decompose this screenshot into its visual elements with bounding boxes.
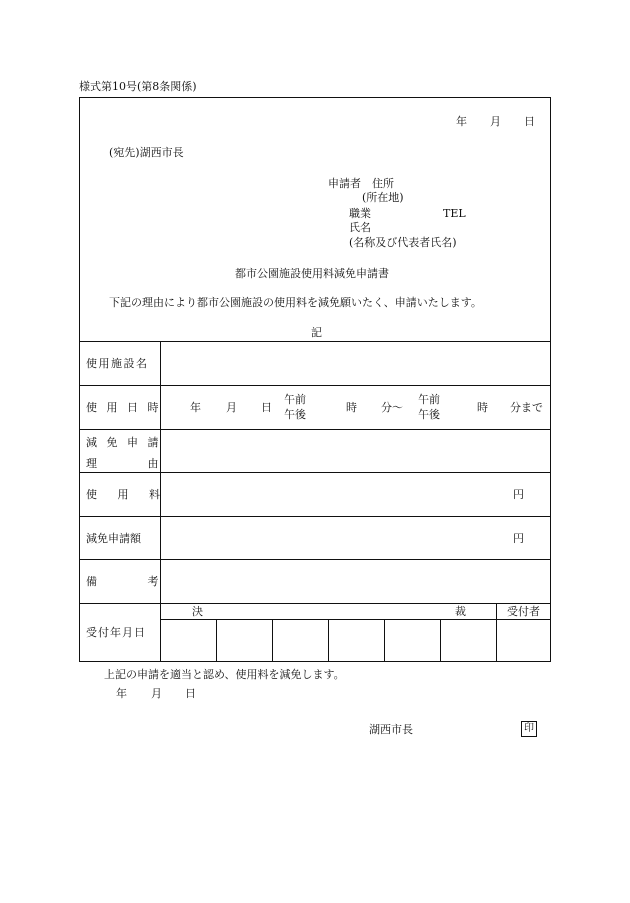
applicant-label: 申請者 bbox=[328, 177, 361, 190]
row-label-reason-2: 理 由 bbox=[86, 457, 159, 470]
applicant-name: 氏名 bbox=[349, 221, 371, 234]
usage-day: 日 bbox=[261, 401, 272, 414]
date-year: 年 bbox=[456, 115, 467, 128]
row-line-2 bbox=[79, 429, 551, 430]
applicant-tel: TEL bbox=[443, 207, 466, 220]
usage-hour-2: 時 bbox=[477, 401, 488, 414]
row-label-facility-name: 使用施設名 bbox=[86, 357, 149, 370]
seal-label: 印 bbox=[524, 723, 534, 734]
fee-unit: 円 bbox=[513, 488, 524, 501]
row-line-1 bbox=[79, 385, 551, 386]
date-month: 月 bbox=[490, 115, 501, 128]
row-label-reduction-amount: 減免申請額 bbox=[86, 532, 141, 545]
usage-pm-2: 午後 bbox=[418, 408, 440, 421]
usage-am-1: 午前 bbox=[284, 393, 306, 406]
date-day: 日 bbox=[524, 115, 535, 128]
footer-approval-text: 上記の申請を適当と認め、使用料を減免します。 bbox=[104, 668, 345, 681]
footer-year: 年 bbox=[116, 687, 127, 700]
approval-col-6 bbox=[496, 603, 497, 662]
usage-hour-1: 時 bbox=[346, 401, 357, 414]
approval-col-5 bbox=[440, 619, 441, 662]
approval-col-1 bbox=[216, 619, 217, 662]
approval-receiver: 受付者 bbox=[507, 605, 540, 618]
footer-day: 日 bbox=[185, 687, 196, 700]
applicant-address: 住所 bbox=[372, 177, 394, 190]
footer-mayor: 湖西市長 bbox=[369, 723, 413, 736]
usage-minute-1: 分〜 bbox=[381, 401, 403, 414]
reduction-unit: 円 bbox=[513, 532, 524, 545]
row-label-remarks: 備 考 bbox=[86, 575, 159, 588]
ki-label: 記 bbox=[311, 326, 322, 339]
usage-pm-1: 午後 bbox=[284, 408, 306, 421]
approval-col-4 bbox=[384, 619, 385, 662]
table-top-line bbox=[79, 341, 551, 342]
row-label-fee: 使 用 料 bbox=[86, 488, 160, 501]
approval-sai: 裁 bbox=[455, 605, 466, 618]
addressee: (宛先)湖西市長 bbox=[109, 146, 184, 159]
form-title: 都市公園施設使用料減免申請書 bbox=[235, 267, 389, 280]
usage-year: 年 bbox=[190, 401, 201, 414]
usage-am-2: 午前 bbox=[418, 393, 440, 406]
seal-stamp bbox=[521, 721, 537, 737]
usage-minute-2: 分まで bbox=[510, 401, 543, 414]
row-line-5 bbox=[79, 559, 551, 560]
label-col-line bbox=[160, 341, 161, 662]
intro-text: 下記の理由により都市公園施設の使用料を減免願いたく、申請いたします。 bbox=[109, 296, 482, 309]
footer-month: 月 bbox=[151, 687, 162, 700]
usage-month: 月 bbox=[226, 401, 237, 414]
row-label-usage-datetime: 使 用 日 時 bbox=[86, 401, 162, 414]
row-line-4 bbox=[79, 516, 551, 517]
applicant-rep-name: (名称及び代表者氏名) bbox=[349, 236, 457, 249]
applicant-location: (所在地) bbox=[362, 191, 404, 204]
form-number: 様式第10号(第8条関係) bbox=[79, 80, 197, 93]
approval-col-2 bbox=[272, 619, 273, 662]
row-label-received-date: 受付年月日 bbox=[86, 626, 146, 639]
row-label-reason-1: 減 免 申 請 bbox=[86, 436, 162, 449]
applicant-occupation: 職業 bbox=[349, 207, 371, 220]
row-line-3 bbox=[79, 472, 551, 473]
approval-sub-line bbox=[160, 619, 551, 620]
approval-ketsu: 決 bbox=[192, 605, 203, 618]
approval-col-3 bbox=[328, 619, 329, 662]
row-line-6 bbox=[79, 603, 551, 604]
